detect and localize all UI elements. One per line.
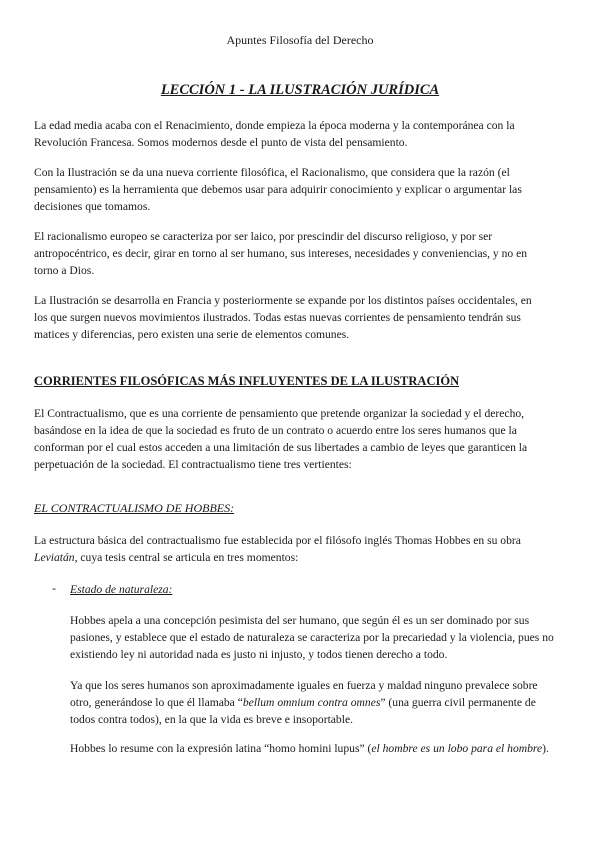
sub-paragraph-1: Hobbes apela a una concepción pesimista del ser humano, que según él es un ser dominado por sus pasiones, y establece que el estado de naturaleza se caracteriza por la precariedad y la violencia, pues no existiendo ley ni autoridad nada es justo ni injusto, y todos tienen derecho a todo. bbox=[70, 614, 554, 661]
paragraph-6-text: La estructura básica del contractualismo fue establecida por el filósofo inglés Thomas Hobbes en su obra bbox=[34, 534, 521, 547]
sub-paragraph-2 bbox=[70, 677, 560, 728]
sub-paragraph-2-tail: ” (una guerra civil permanente de todos contra todos), en la que la vida es breve e insoportable. bbox=[70, 696, 536, 726]
sub-paragraph-2-text: Ya que los seres humanos son aproximadamente iguales en fuerza y maldad ninguno prevalece sobre otro, generándose lo que él llamaba “ bbox=[70, 679, 538, 709]
lesson-title: LECCIÓN 1 - LA ILUSTRACIÓN JURÍDICA bbox=[160, 82, 440, 98]
paragraph-6-tail: , cuya tesis central se articula en tres momentos: bbox=[74, 551, 299, 564]
paragraph-6 bbox=[34, 532, 544, 566]
work-title: Leviatán bbox=[34, 551, 75, 564]
translation-phrase: el hombre es un lobo para el hombre bbox=[371, 742, 543, 755]
bullet-marker: - bbox=[52, 581, 56, 595]
latin-phrase: bellum omnium contra omnes bbox=[242, 696, 381, 709]
paragraph-5: El Contractualismo, que es una corriente de pensamiento que pretende organizar la sociedad y el derecho, basándose en la idea de que la sociedad es fruto de un contrato o acuerdo entre los seres humanos que la conforman por el cual estos acceden a una limitación de sus libertades a cambio de leyes que garanticen la perpetuación de la sociedad. El contractualismo tiene tres vertientes: bbox=[34, 407, 528, 471]
paragraph-4: La Ilustración se desarrolla en Francia y posteriormente se expande por los distintos países occidentales, en los que surgen nuevos movimientos ilustrados. Todas estas nuevas corrientes de pensamiento tendrán sus matices y diferencias, pero existen una serie de elementos comunes. bbox=[34, 294, 532, 341]
page-header: Apuntes Filosofía del Derecho bbox=[226, 33, 374, 47]
sub-paragraph-3-text: Hobbes lo resume con la expresión latina “homo homini lupus” ( bbox=[70, 742, 372, 755]
bullet-title: Estado de naturaleza: bbox=[70, 583, 173, 596]
sub-paragraph-3 bbox=[70, 740, 560, 757]
subsection-heading: EL CONTRACTUALISMO DE HOBBES: bbox=[34, 501, 235, 515]
paragraph-3: El racionalismo europeo se caracteriza por ser laico, por prescindir del discurso religioso, y por ser antropocéntrico, es decir, girar en torno al ser humano, sus intereses, necesidades y conveniencias, y no en torno a Dios. bbox=[34, 230, 528, 277]
sub-paragraph-3-tail: ). bbox=[542, 742, 549, 755]
paragraph-1: La edad media acaba con el Renacimiento, donde empieza la época moderna y la contemporánea con la Revolución Francesa. Somos modernos desde el punto de vista del pensamiento. bbox=[34, 119, 515, 149]
paragraph-2: Con la Ilustración se da una nueva corriente filosófica, el Racionalismo, que considera que la razón (el pensamiento) es la herramienta que debemos usar para adquirir conocimiento y explicar o argumentar las decisiones que tomamos. bbox=[34, 166, 522, 213]
section-heading: CORRIENTES FILOSÓFICAS MÁS INFLUYENTES DE LA ILUSTRACIÓN bbox=[34, 374, 460, 388]
